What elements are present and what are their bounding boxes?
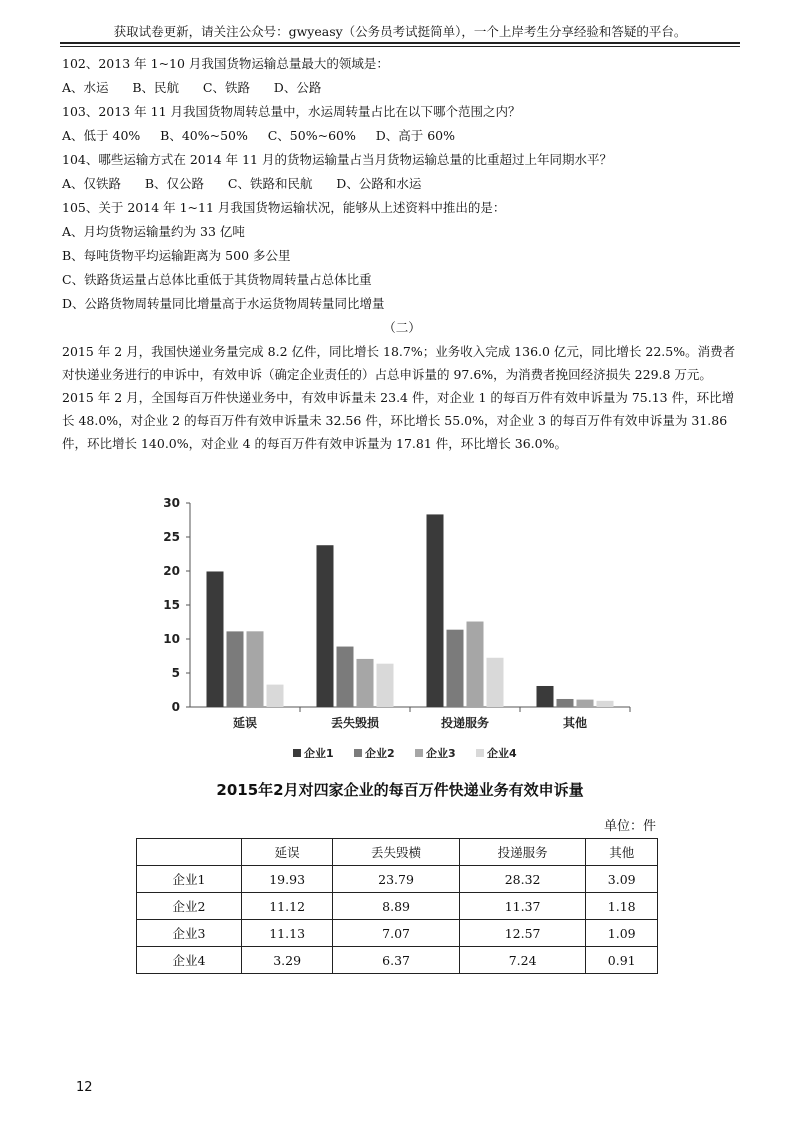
question-105-option-a: A、月均货物运输量约为 33 亿吨 xyxy=(62,224,245,239)
question-105: 105、关于 2014 年 1~11 月我国货物运输状况，能够从上述资料中推出的是： xyxy=(62,200,506,215)
table-cell: 3.09 xyxy=(586,866,658,893)
bar xyxy=(317,545,334,707)
legend-swatch xyxy=(476,749,484,757)
page-number: 12 xyxy=(76,1080,93,1095)
question-102-options: A、水运 B、民航 C、铁路 D、公路 xyxy=(62,80,322,95)
bar xyxy=(557,699,574,707)
bar xyxy=(447,630,464,707)
legend-swatch xyxy=(293,749,301,757)
section-title: （二） xyxy=(383,320,421,335)
bar xyxy=(247,631,264,707)
table-cell: 3.29 xyxy=(242,947,333,974)
table-header-cell: 延误 xyxy=(242,839,333,866)
table-cell: 12.57 xyxy=(459,920,586,947)
material-paragraph-1: 2015 年 2 月，我国快递业务量完成 8.2 亿件，同比增长 18.7%；业务收入完成 136.0 亿元，同比增长 22.5%。消费者对快递业务进行的申诉中，有效申诉（确定企业责任的）占总申诉量的 97.6%，为消费者挽回经济损失 229.8 万元。 xyxy=(62,344,736,382)
question-103: 103、2013 年 11 月我国货物周转总量中，水运周转量占比在以下哪个范围之内？ xyxy=(62,104,521,119)
y-tick-label: 15 xyxy=(163,598,180,612)
chart-bars xyxy=(207,514,614,707)
table-title: 2015年2月对四家企业的每百万件快递业务有效申诉量 xyxy=(216,781,584,799)
x-tick-label: 投递服务 xyxy=(440,716,490,730)
complaints-bar-chart xyxy=(150,490,670,770)
table-cell: 19.93 xyxy=(242,866,333,893)
complaints-table xyxy=(136,838,658,974)
legend-swatch xyxy=(415,749,423,757)
y-tick-label: 25 xyxy=(163,530,180,544)
question-105-option-c: C、铁路货运量占总体比重低于其货物周转量占总体比重 xyxy=(62,272,372,287)
x-tick-label: 延误 xyxy=(232,716,258,730)
table-cell: 11.37 xyxy=(459,893,586,920)
chart-legend xyxy=(293,746,517,760)
table-header-cell: 投递服务 xyxy=(459,839,586,866)
y-tick-label: 5 xyxy=(171,666,180,680)
table-cell: 11.12 xyxy=(242,893,333,920)
table-cell: 企业2 xyxy=(137,893,242,920)
x-tick-label: 其他 xyxy=(562,716,588,730)
table-cell: 7.07 xyxy=(333,920,460,947)
table-row xyxy=(137,920,658,947)
question-104-options: A、仅铁路 B、仅公路 C、铁路和民航 D、公路和水运 xyxy=(62,176,422,191)
question-content xyxy=(62,52,742,455)
y-tick-label: 20 xyxy=(163,564,180,578)
bar xyxy=(537,686,554,707)
legend-label: 企业3 xyxy=(426,747,456,760)
question-105-option-d: D、公路货物周转量同比增量高于水运货物周转量同比增量 xyxy=(62,296,385,311)
legend-label: 企业4 xyxy=(487,747,517,760)
legend-swatch xyxy=(354,749,362,757)
table-header-cell: 其他 xyxy=(586,839,658,866)
legend-label: 企业2 xyxy=(365,747,395,760)
table-cell: 6.37 xyxy=(333,947,460,974)
page-header: 获取试卷更新，请关注公众号：gwyeasy（公务员考试挺简单），一个上岸考生分享经验和答疑的平台。 xyxy=(113,24,687,39)
table-unit: 单位：件 xyxy=(603,819,656,834)
material-paragraph-2: 2015 年 2 月，全国每百万件快递业务中，有效申诉量未 23.4 件，对企业 1 的每百万件有效申诉量为 75.13 件，环比增长 48.0%，对企业 2 的每百万件有效申诉量未 32.56 件，环比增长 55.0%，对企业 3 的每百万件有效申诉量为 31.86 件，环比增长 140.0%，对企业 4 的每百万件有效申诉量为 17.81 件，环比增长 36.0%。 xyxy=(62,390,735,451)
question-102: 102、2013 年 1~10 月我国货物运输总量最大的领域是： xyxy=(62,56,389,71)
table-cell: 企业4 xyxy=(137,947,242,974)
x-tick-label: 丢失毁损 xyxy=(330,716,380,730)
bar xyxy=(577,700,594,707)
table-cell: 企业3 xyxy=(137,920,242,947)
question-104: 104、哪些运输方式在 2014 年 11 月的货物运输量占当月货物运输总量的比重超过上年同期水平？ xyxy=(62,152,612,167)
y-tick-label: 10 xyxy=(163,632,180,646)
table-header-cell: 丢失毁横 xyxy=(333,839,460,866)
header-rule-thick xyxy=(60,42,740,44)
bar xyxy=(427,514,444,707)
table-cell: 7.24 xyxy=(459,947,586,974)
question-105-option-b: B、每吨货物平均运输距离为 500 多公里 xyxy=(62,248,291,263)
y-tick-label: 30 xyxy=(163,496,180,510)
header-rule-thin xyxy=(60,46,740,47)
table-header-row xyxy=(137,839,658,866)
y-tick-label: 0 xyxy=(171,700,180,714)
bar xyxy=(267,685,284,707)
table-cell: 11.13 xyxy=(242,920,333,947)
table-cell: 1.18 xyxy=(586,893,658,920)
bar xyxy=(337,647,354,707)
table-cell: 23.79 xyxy=(333,866,460,893)
bar xyxy=(597,701,614,707)
table-row xyxy=(137,893,658,920)
bar xyxy=(357,659,374,707)
legend-label: 企业1 xyxy=(304,747,334,760)
table-header-cell xyxy=(137,839,242,866)
question-103-options: A、低于 40% B、40%~50% C、50%~60% D、高于 60% xyxy=(62,128,455,143)
table-cell: 1.09 xyxy=(586,920,658,947)
table-cell: 企业1 xyxy=(137,866,242,893)
bar xyxy=(467,622,484,707)
bar xyxy=(377,664,394,707)
table-cell: 8.89 xyxy=(333,893,460,920)
bar xyxy=(207,571,224,707)
table-cell: 0.91 xyxy=(586,947,658,974)
table-row xyxy=(137,947,658,974)
bar xyxy=(487,658,504,707)
bar xyxy=(227,631,244,707)
table-row xyxy=(137,866,658,893)
table-cell: 28.32 xyxy=(459,866,586,893)
